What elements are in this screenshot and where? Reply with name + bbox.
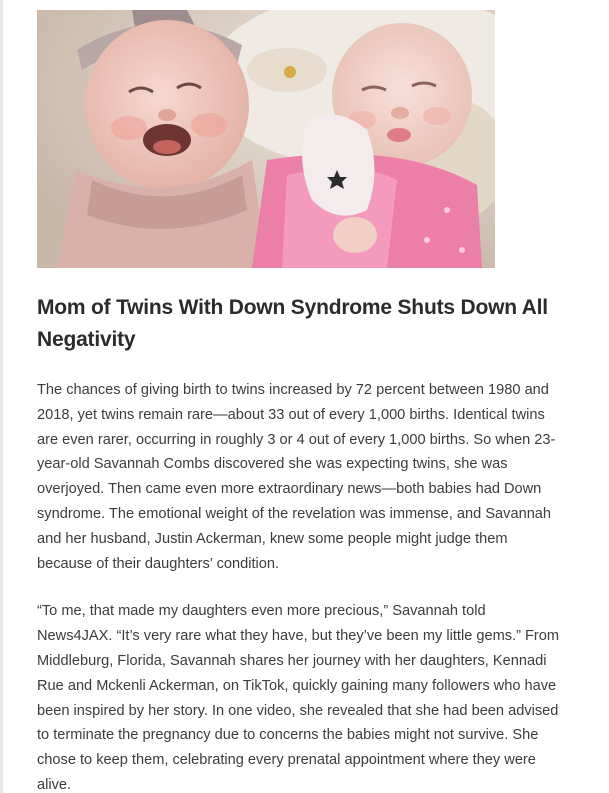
article-paragraph-2: “To me, that made my daughters even more precious,” Savannah told News4JAX. “It’s very rare what they have, but they’ve been my little gems.” From Middleburg, Florida, Savannah shares her journey with her daughters, Kennadi Rue and Mckenli Ackerman, on TikTok, quickly gaining many followers who have been inspired by her story. In one video, she revealed that she had been advised to terminate the pregnancy due to concerns the babies might not survive. She chose to keep them, celebrating every prenatal appointment where they were alive. [37, 603, 560, 793]
article-title-line-2: Negativity [37, 328, 136, 351]
left-border-rule [0, 0, 3, 793]
article-title [37, 292, 582, 356]
twin-babies-illustration [37, 10, 495, 268]
article-title-line-1: Mom of Twins With Down Syndrome Shuts Down All [37, 296, 548, 319]
article-paragraph-1: The chances of giving birth to twins increased by 72 percent between 1980 and 2018, yet twins remain rare—about 33 out of every 1,000 births. Identical twins are even rarer, occurring in roughly 3 or 4 out of every 1,000 births. So when 23- year-old Savannah Combs discovered she was expecting twins, she was overjoyed. Then came even more extraordinary news—both babies had Down syndrome. The emotional weight of the revelation was immense, and Savannah and her husband, Justin Ackerman, knew some people might judge them because of their daughters’ condition. [37, 382, 556, 572]
article [37, 10, 582, 793]
article-hero-image [37, 10, 495, 268]
